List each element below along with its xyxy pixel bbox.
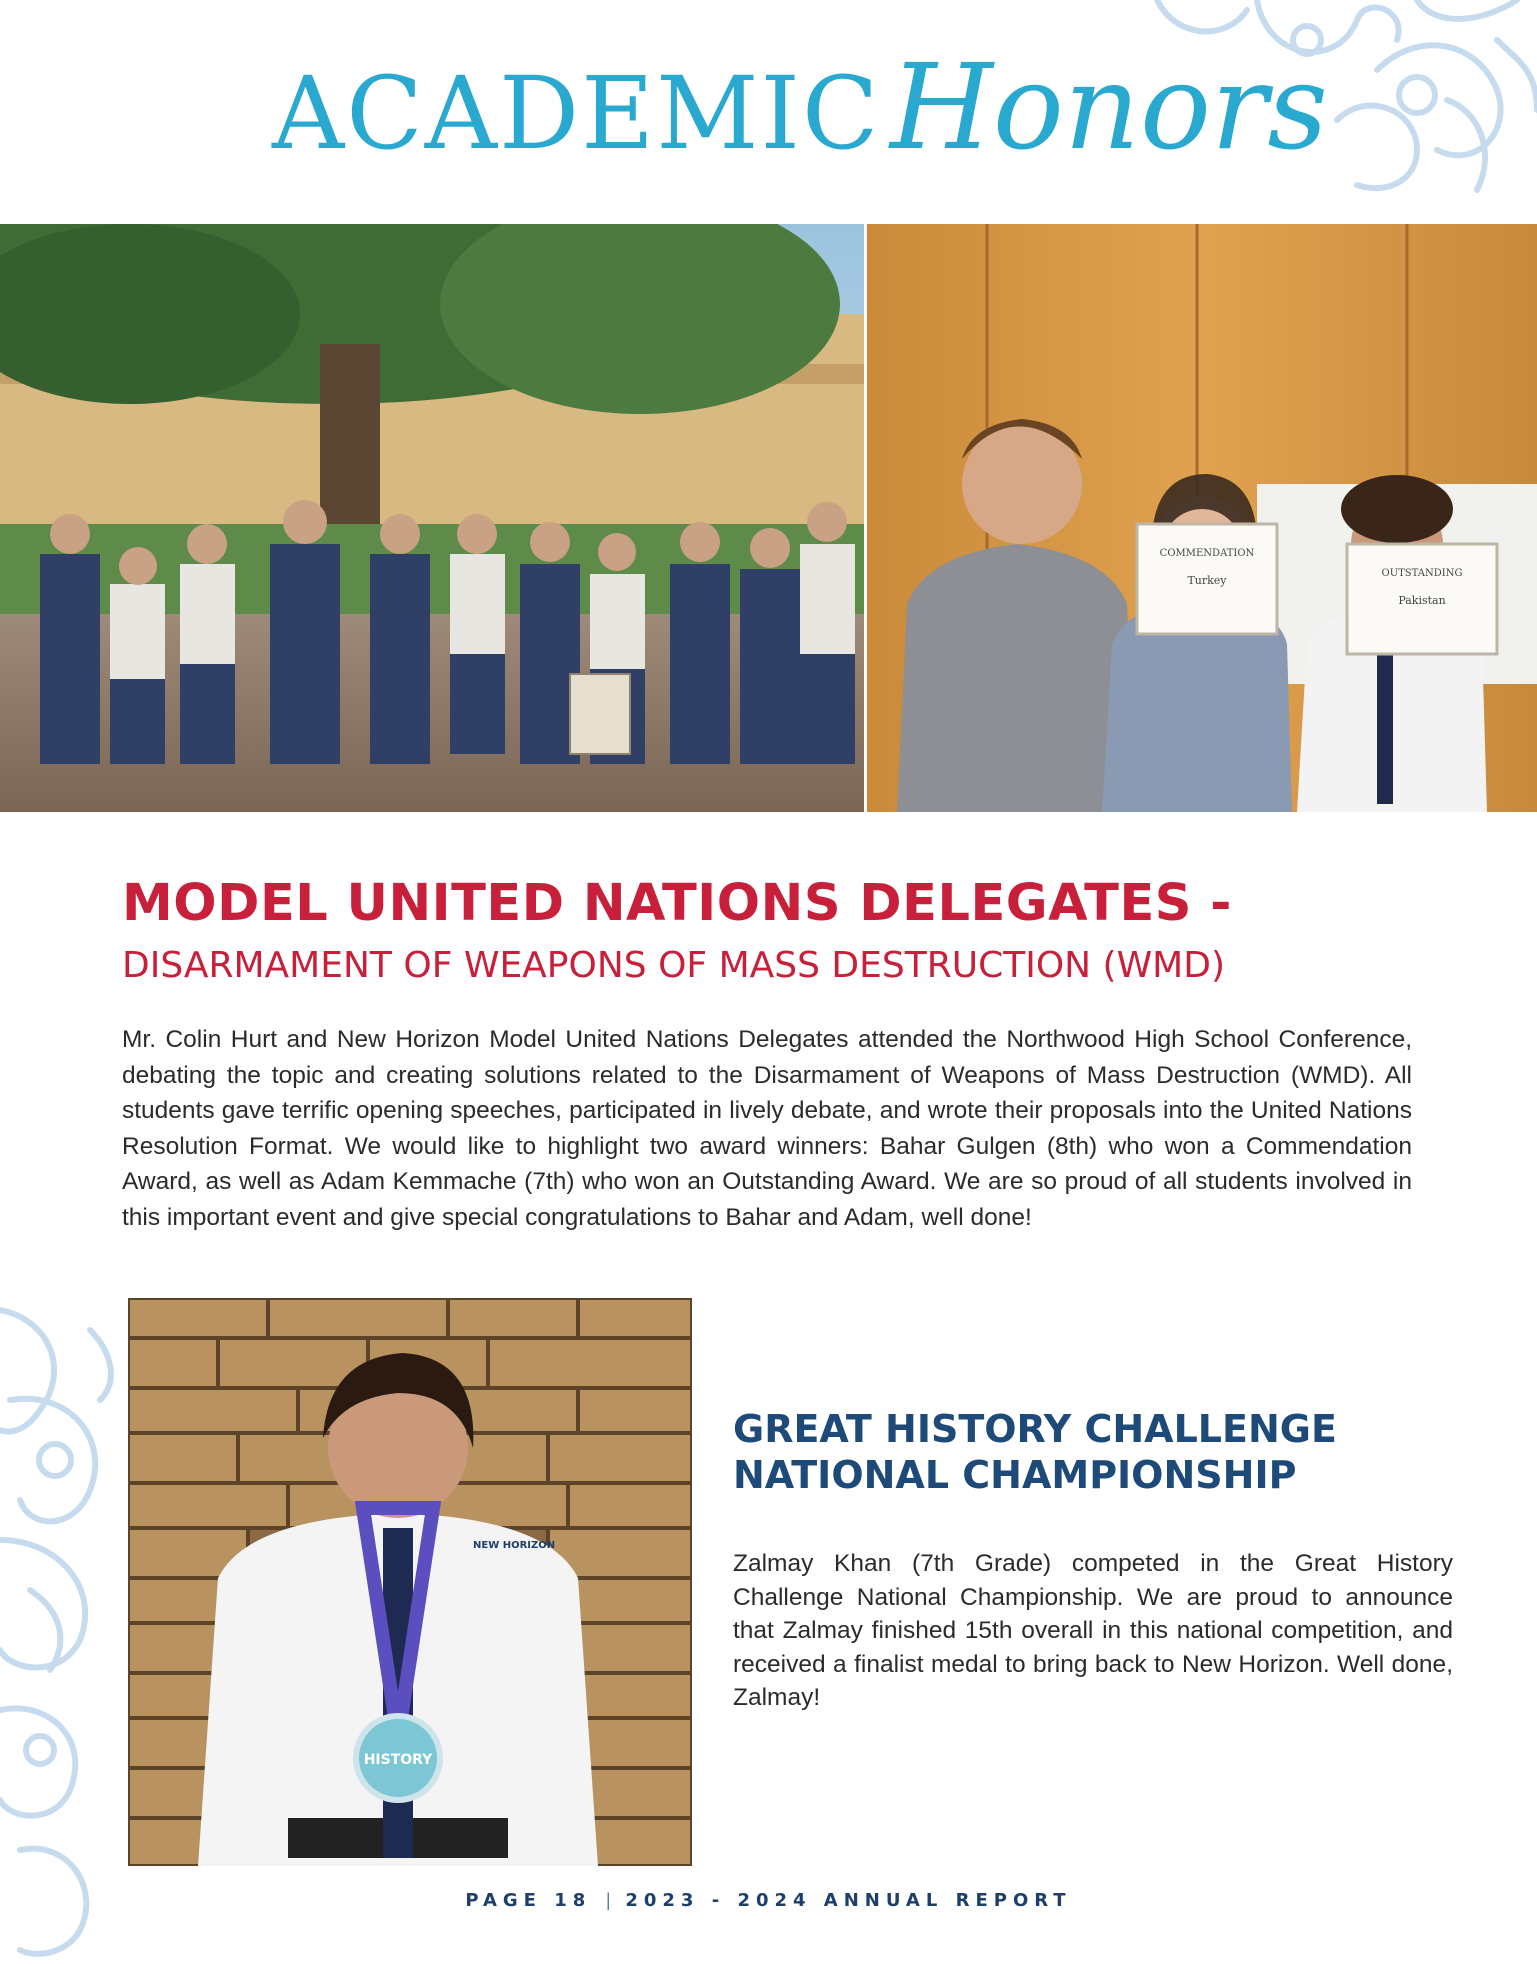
certificate-commendation-heading: COMMENDATION bbox=[1159, 548, 1255, 559]
footer-page-number: PAGE 18 bbox=[465, 1890, 592, 1911]
page-footer bbox=[0, 1890, 1537, 1920]
title-honors-script: Honors bbox=[890, 38, 1328, 176]
certificate-commendation-country: Turkey bbox=[1187, 574, 1227, 587]
shirt-logo-text: NEW HORIZON bbox=[473, 1540, 556, 1551]
medal-text: HISTORY bbox=[363, 1752, 433, 1768]
certificate-outstanding-heading: OUTSTANDING bbox=[1381, 568, 1463, 579]
page-title bbox=[0, 38, 1537, 184]
award-photo bbox=[867, 224, 1537, 812]
mun-subheading: DISARMAMENT OF WEAPONS OF MASS DESTRUCTION (WMD) bbox=[122, 945, 1225, 986]
mun-body: Mr. Colin Hurt and New Horizon Model United Nations Delegates attended the Northwood High School Conference, debating the topic and creating solutions related to the Disarmament of Weapons of Mass Destruction (WMD). All students gave terrific opening speeches, participated in lively debate, and wrote their proposals into the United Nations Resolution Format. We would like to highlight two award winners: Bahar Gulgen (8th) who won a Commendation Award, as well as Adam Kemmache (7th) who won an Outstanding Award. We are so proud of all students involved in this important event and give special congratulations to Bahar and Adam, well done! bbox=[122, 1026, 1412, 1231]
mun-heading: MODEL UNITED NATIONS DELEGATES - bbox=[122, 874, 1232, 933]
title-academic: ACADEMIC bbox=[272, 55, 881, 172]
footer-separator: | bbox=[605, 1890, 612, 1911]
history-body: Zalmay Khan (7th Grade) competed in the Great History Challenge National Championship. We are proud to announce that Zalmay finished 15th overall in this national competition, and received a finalist medal to bring back to New Horizon. Well done, Zalmay! bbox=[733, 1550, 1453, 1711]
history-heading bbox=[733, 1406, 1493, 1498]
group-photo bbox=[0, 224, 864, 812]
medal-photo bbox=[128, 1298, 692, 1866]
certificate-outstanding-country: Pakistan bbox=[1398, 594, 1446, 607]
footer-report-title: 2023 - 2024 ANNUAL REPORT bbox=[625, 1890, 1072, 1911]
history-heading-line1: GREAT HISTORY CHALLENGE bbox=[733, 1407, 1337, 1451]
history-heading-line2: NATIONAL CHAMPIONSHIP bbox=[733, 1453, 1297, 1497]
